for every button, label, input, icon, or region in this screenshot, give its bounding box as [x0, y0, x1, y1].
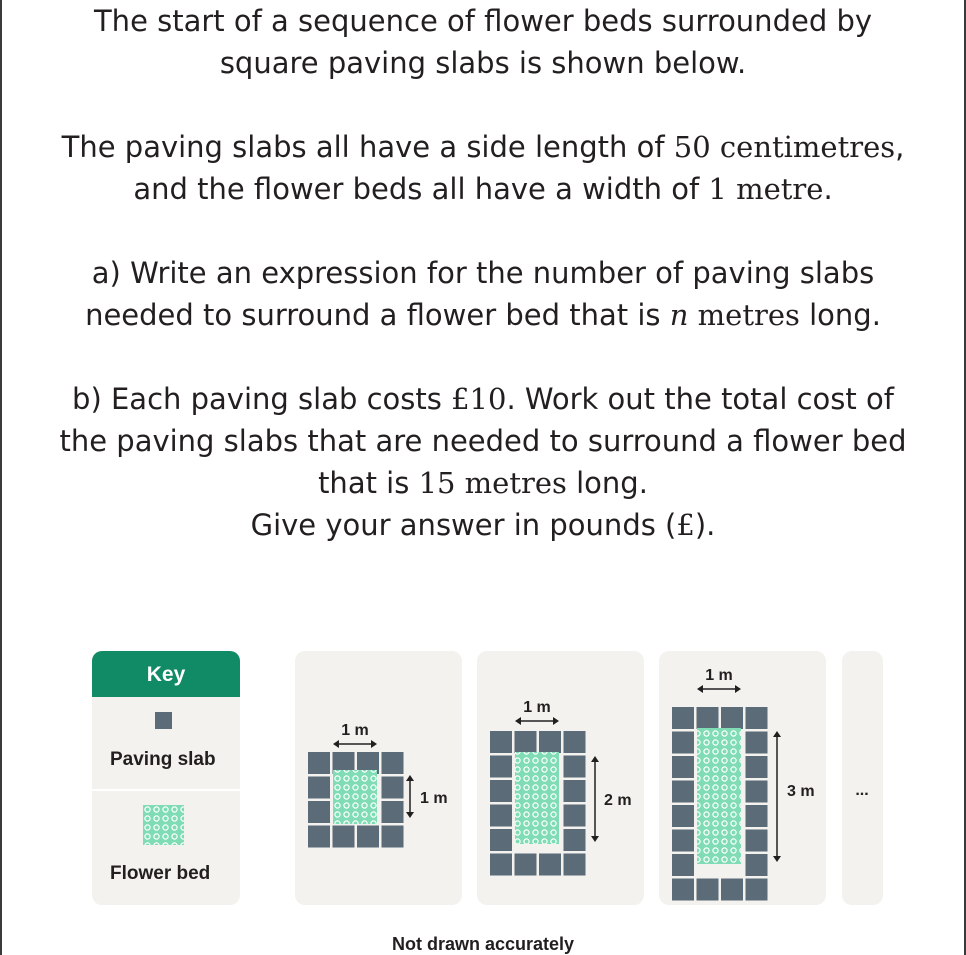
paving-slab — [564, 780, 586, 802]
paving-slab — [672, 854, 694, 876]
part-a-line-2: needed to surround a flower bed that is n metres long. — [85, 298, 881, 332]
paving-slab — [490, 731, 512, 753]
diagram-1 — [308, 722, 448, 848]
paving-slab — [515, 854, 537, 876]
paving-slab — [539, 854, 561, 876]
paving-slab — [490, 854, 512, 876]
paving-slab — [721, 879, 743, 901]
paving-slab — [746, 805, 768, 827]
paving-slab — [357, 826, 379, 848]
paving-slab — [382, 826, 404, 848]
paving-slab — [564, 731, 586, 753]
intro-line-1: The start of a sequence of flower beds surrounded by — [93, 4, 873, 38]
paving-slab — [697, 879, 719, 901]
paving-slab — [746, 732, 768, 754]
paving-slab — [746, 830, 768, 852]
paving-slab — [746, 879, 768, 901]
not-drawn-accurately-note: Not drawn accurately — [391, 934, 575, 954]
part-b-line-1: b) Each paving slab costs £10. Work out the total cost of — [72, 382, 894, 416]
part-b-line-4: Give your answer in pounds (£). — [250, 508, 716, 542]
bed-width-value: 1 metre — [708, 172, 824, 206]
width-label-2: 1 m — [523, 699, 551, 716]
paving-slab — [490, 805, 512, 827]
paving-slab — [672, 707, 694, 729]
flower-bed-3 — [697, 728, 741, 864]
bed-width-line: and the flower beds all have a width of 1 metre. — [133, 172, 833, 206]
currency-symbol: £ — [676, 508, 695, 542]
variable-n: n — [669, 298, 689, 332]
paving-slab — [564, 854, 586, 876]
length-label-2: 2 m — [604, 792, 632, 809]
paving-slab-label: Paving slab — [110, 749, 216, 770]
slab-side-value: 50 centimetres — [673, 130, 896, 164]
slab-size-line: The paving slabs all have a side length of 50 centimetres, — [61, 130, 905, 164]
paving-slab — [382, 777, 404, 799]
part-b-line-3: that is 15 metres long. — [318, 466, 648, 500]
bed-length-value: 15 metres — [418, 466, 567, 500]
paving-slab — [382, 801, 404, 823]
paving-slab — [333, 826, 355, 848]
paving-slab — [308, 826, 330, 848]
flower-bed-2 — [515, 752, 559, 844]
paving-slab — [697, 707, 719, 729]
paving-slab — [721, 707, 743, 729]
intro-line-2: square paving slabs is shown below. — [219, 46, 747, 80]
slab-cost: £10 — [451, 382, 507, 416]
paving-slab — [672, 756, 694, 778]
paving-slab — [672, 732, 694, 754]
part-b-line-2: the paving slabs that are needed to surround a flower bed — [59, 424, 907, 458]
paving-slab — [564, 805, 586, 827]
paving-slab — [308, 752, 330, 774]
continuation-ellipsis: ... — [855, 782, 869, 799]
paving-slab — [672, 830, 694, 852]
paving-slab — [490, 780, 512, 802]
diagram-2 — [490, 699, 632, 876]
diagram-3 — [672, 667, 815, 901]
paving-slab — [564, 756, 586, 778]
paving-slab — [746, 854, 768, 876]
key-title: Key — [92, 651, 240, 697]
paving-slab — [308, 777, 330, 799]
flower-bed-label: Flower bed — [110, 863, 211, 884]
paving-slab — [490, 756, 512, 778]
width-label-1: 1 m — [341, 722, 369, 739]
part-a-line-1: a) Write an expression for the number of paving slabs — [91, 256, 875, 290]
paving-slab — [746, 781, 768, 803]
paving-slab — [490, 829, 512, 851]
width-label-3: 1 m — [705, 667, 733, 684]
paving-slab — [539, 731, 561, 753]
paving-slab — [746, 707, 768, 729]
paving-slab — [564, 829, 586, 851]
paving-slab — [515, 731, 537, 753]
paving-slab — [382, 752, 404, 774]
paving-slab — [672, 805, 694, 827]
paving-slab — [672, 879, 694, 901]
flower-bed-1 — [333, 770, 377, 824]
length-label-1: 1 m — [420, 790, 448, 807]
length-label-3: 3 m — [787, 783, 815, 800]
paving-slab — [308, 801, 330, 823]
paving-slab — [746, 756, 768, 778]
paving-slab — [672, 781, 694, 803]
